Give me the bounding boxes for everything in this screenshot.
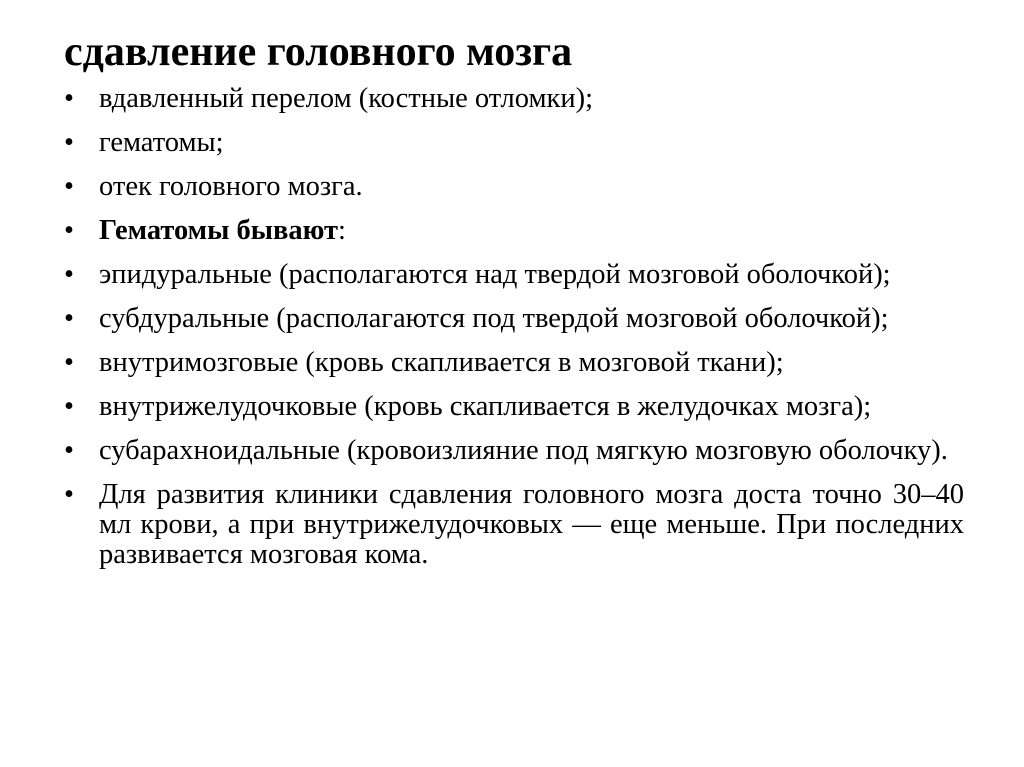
- bullet-icon: •: [64, 215, 74, 246]
- item-text: внутрижелудочковые (кровь скапливается в желудочках мозга);: [99, 391, 872, 422]
- item-text: :: [338, 215, 346, 246]
- list-item: [64, 172, 964, 202]
- slide-title: сдавление головного мозга: [64, 29, 573, 75]
- item-text: эпидуральные (располагаются над твердой мозговой оболочкой);: [99, 259, 891, 290]
- list-item: [64, 348, 964, 378]
- item-text: отек головного мозга.: [99, 171, 363, 202]
- list-item: [64, 216, 964, 246]
- bullet-icon: •: [64, 303, 74, 334]
- list-item: [64, 480, 964, 570]
- item-text: Для развития клиники сдавления головного мозга доста точно 30–40 мл крови, а при внутрижелудочковых — еще меньше. При последних развивается мозговая кома.: [99, 479, 964, 570]
- bullet-icon: •: [64, 127, 74, 158]
- bullet-icon: •: [64, 259, 74, 290]
- bullet-icon: •: [64, 83, 74, 114]
- bullet-icon: •: [64, 171, 74, 202]
- item-text: субдуральные (располагаются под твердой мозговой оболочкой);: [99, 303, 889, 334]
- bullet-icon: •: [64, 391, 74, 422]
- item-bold-text: Гематомы бывают: [99, 215, 339, 246]
- list-item: [64, 260, 964, 290]
- bullet-icon: •: [64, 435, 74, 466]
- item-text: субарахноидальные (кровоизлияние под мягкую мозговую оболочку).: [99, 435, 948, 466]
- item-text: гематомы;: [99, 127, 224, 158]
- list-item: [64, 304, 964, 334]
- bullet-icon: •: [64, 479, 74, 510]
- bullet-list: [64, 84, 964, 584]
- item-text: внутримозговые (кровь скапливается в мозговой ткани);: [99, 347, 784, 378]
- item-text: вдавленный перелом (костные отломки);: [99, 83, 593, 114]
- list-item: [64, 392, 964, 422]
- list-item: [64, 436, 964, 466]
- list-item: [64, 128, 964, 158]
- list-item: [64, 84, 964, 114]
- bullet-icon: •: [64, 347, 74, 378]
